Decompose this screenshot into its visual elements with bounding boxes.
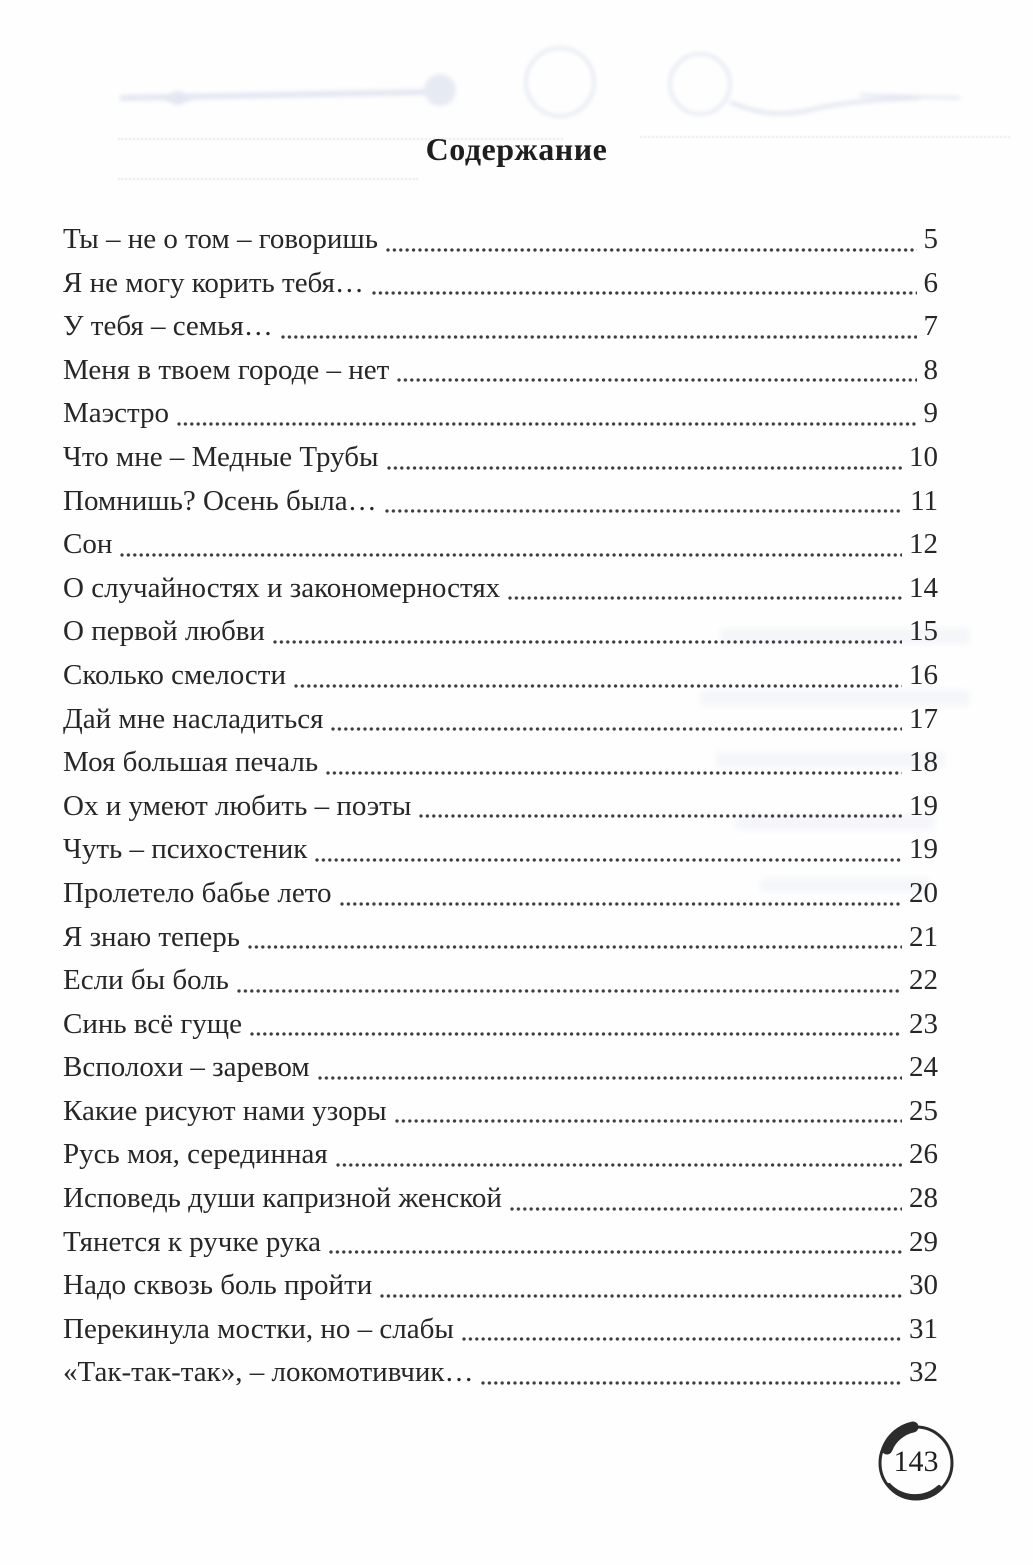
toc-entry-row (63, 1351, 938, 1395)
toc-entry-row (63, 1264, 938, 1308)
toc-entry-title: «Так-так-так», – локомотивчик… (63, 1356, 474, 1389)
toc-entry-title: У тебя – семья… (63, 310, 273, 343)
toc-entry-title: Я знаю теперь (63, 920, 241, 953)
toc-entry-row (63, 567, 938, 611)
toc-entry-title: Я не могу корить тебя… (63, 266, 364, 299)
toc-entry-row (63, 785, 938, 829)
dot-leader (336, 1162, 902, 1168)
toc-entry-page-number: 20 (909, 876, 938, 909)
dot-leader (387, 465, 903, 471)
toc-entry-title: Русь моя, серединная (63, 1138, 328, 1171)
toc-entry-row (63, 610, 938, 654)
toc-entry-title: Перекинула мостки, но – слабы (63, 1312, 454, 1345)
toc-entry-title: О первой любви (63, 615, 265, 648)
toc-entry-page-number: 12 (909, 528, 938, 561)
toc-entry-page-number: 10 (909, 440, 938, 473)
toc-entry-page-number: 18 (909, 746, 938, 779)
dot-leader (340, 901, 902, 907)
dot-leader (419, 813, 902, 819)
toc-entry-page-number: 14 (909, 571, 938, 604)
folio-page-number: 143 (893, 1445, 939, 1478)
dot-leader (273, 639, 902, 645)
toc-entry-page-number: 23 (909, 1007, 938, 1040)
toc-entry-row (63, 1133, 938, 1177)
toc-entry-title: Сон (63, 528, 113, 561)
dot-leader (177, 421, 916, 427)
toc-entry-page-number: 17 (909, 702, 938, 735)
toc-entry-title: Надо сквозь боль пройти (63, 1269, 373, 1302)
toc-entry-page-number: 16 (909, 658, 938, 691)
toc-entry-row (63, 872, 938, 916)
toc-entry-page-number: 28 (909, 1182, 938, 1215)
toc-entry-page-number: 8 (923, 353, 938, 386)
toc-entry-row (63, 392, 938, 436)
toc-entry-row (63, 654, 938, 698)
toc-entry-row (63, 1003, 938, 1047)
toc-entry-page-number: 7 (923, 310, 938, 343)
toc-entry-row (63, 349, 938, 393)
toc-entry-page-number: 6 (923, 266, 938, 299)
toc-entry-row (63, 916, 938, 960)
toc-entry-page-number: 19 (909, 833, 938, 866)
toc-entry-title: Тянется к ручке рука (63, 1225, 321, 1258)
toc-entry-row (63, 436, 938, 480)
dot-leader (508, 595, 902, 601)
dot-leader (481, 1380, 902, 1386)
dot-leader (395, 1118, 902, 1124)
toc-entry-title: Синь всё гуще (63, 1007, 242, 1040)
toc-entry-row (63, 959, 938, 1003)
toc-entry-row (63, 1308, 938, 1352)
toc-entry-row (63, 741, 938, 785)
dot-leader (372, 290, 917, 296)
toc-entry-page-number: 19 (909, 789, 938, 822)
toc-entry-page-number: 29 (909, 1225, 938, 1258)
bleed-through-dots (118, 178, 418, 180)
folio-ornament (869, 1415, 963, 1509)
toc-entry-row (63, 1177, 938, 1221)
dot-leader (237, 988, 902, 994)
toc-entry-row (63, 262, 938, 306)
dot-leader (386, 247, 917, 253)
dot-leader (281, 334, 917, 340)
toc-entry-title: Помнишь? Осень была… (63, 484, 377, 517)
toc-entry-title: Маэстро (63, 397, 170, 430)
dot-leader (326, 770, 902, 776)
toc-entry-title: Что мне – Медные Трубы (63, 440, 379, 473)
toc-entry-title: Исповедь души капризной женской (63, 1182, 502, 1215)
toc-entry-row (63, 523, 938, 567)
toc-entry-row (63, 1046, 938, 1090)
dot-leader (250, 1031, 902, 1037)
toc-entry-page-number: 5 (923, 223, 938, 255)
toc-entry-page-number: 26 (909, 1138, 938, 1171)
dot-leader (294, 683, 902, 689)
toc-entry-title: Моя большая печаль (63, 746, 319, 779)
dot-leader (331, 726, 902, 732)
toc-entry-title: Пролетело бабье лето (63, 876, 332, 909)
toc-entry-row (63, 218, 938, 262)
toc-entry-title: Всполохи – заревом (63, 1051, 310, 1084)
toc-entry-page-number: 32 (909, 1356, 938, 1389)
toc-entry-row (63, 305, 938, 349)
toc-entry-title: О случайностях и закономерностях (63, 571, 501, 604)
dot-leader (510, 1206, 902, 1212)
toc-entry-row (63, 698, 938, 742)
toc-entry-title: Если бы боль (63, 964, 229, 997)
page-title: Содержание (425, 131, 608, 167)
toc-entry-page-number: 15 (909, 615, 938, 648)
table-of-contents (63, 218, 938, 1395)
toc-entry-page-number: 30 (909, 1269, 938, 1302)
toc-entry-page-number: 21 (909, 920, 938, 953)
dot-leader (318, 1075, 902, 1081)
toc-entry-page-number: 9 (923, 397, 938, 430)
dot-leader (329, 1249, 902, 1255)
toc-entry-title: Ох и умеют любить – поэты (63, 789, 412, 822)
toc-entry-title: Дай мне насладиться (63, 702, 324, 735)
toc-entry-row (63, 1221, 938, 1265)
dot-leader (120, 552, 902, 558)
toc-entry-title: Меня в твоем городе – нет (63, 353, 390, 386)
toc-entry-title: Чуть – психостеник (63, 833, 308, 866)
dot-leader (462, 1336, 902, 1342)
toc-entry-title: Сколько смелости (63, 658, 286, 691)
toc-entry-page-number: 31 (909, 1312, 938, 1345)
dot-leader (380, 1293, 902, 1299)
toc-entry-page-number: 24 (909, 1051, 938, 1084)
dot-leader (315, 857, 902, 863)
toc-entry-title: Какие рисуют нами узоры (63, 1094, 387, 1127)
toc-entry-title: Ты – не о том – говоришь (63, 223, 378, 255)
toc-entry-row (63, 828, 938, 872)
toc-entry-row (63, 1090, 938, 1134)
dot-leader (385, 508, 903, 514)
toc-entry-page-number: 22 (909, 964, 938, 997)
dot-leader (248, 944, 902, 950)
toc-entry-page-number: 25 (909, 1094, 938, 1127)
dot-leader (397, 377, 916, 383)
toc-entry-page-number: 11 (910, 484, 938, 517)
toc-entry-row (63, 480, 938, 524)
